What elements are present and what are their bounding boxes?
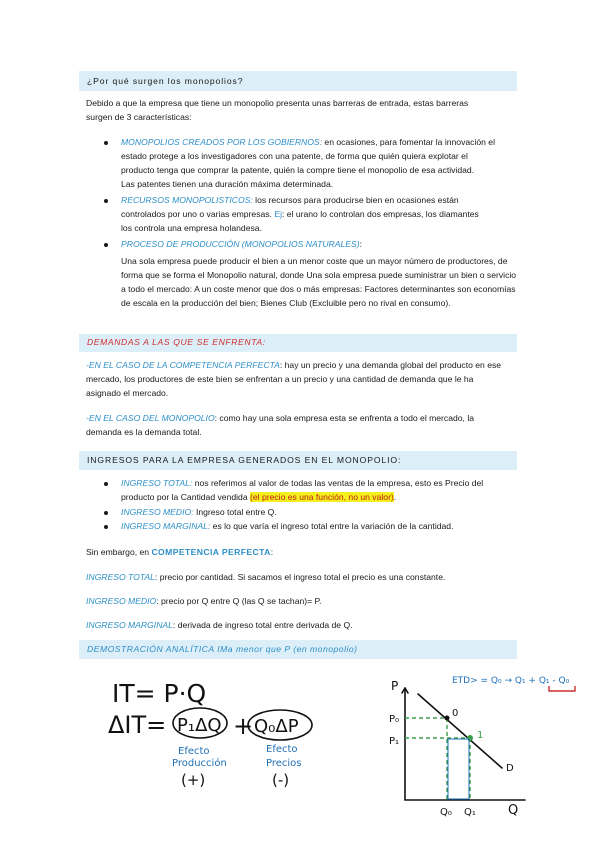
point-0-marker: [445, 716, 450, 721]
bullet-text: producto por la Cantidad vendida: [121, 492, 250, 502]
bullet-text: :: [359, 239, 362, 249]
paragraph-label: INGRESO TOTAL: [86, 572, 155, 582]
equation-delta-prefix: ΔIT=: [108, 711, 167, 739]
graph-formula: ETD> = Q₀ → Q₁ + Q₁ - Q₀: [452, 676, 570, 686]
demand-label: D: [506, 763, 514, 774]
bullet-text: los recursos para producirse bien en ocasiones están: [252, 195, 459, 205]
q1-label: Q₁: [464, 807, 476, 818]
effect2-label: Precios: [266, 758, 302, 769]
equation-plus: +: [233, 712, 254, 740]
example-label: Ej: [274, 209, 282, 219]
bullet-text: Ingreso total entre Q.: [193, 507, 277, 517]
bullet-text: .: [393, 492, 397, 502]
bullet-line: a todo el mercado: A un coste menor que dos o más empresas: Factores determinantes son economías: [121, 284, 516, 294]
axis-q-label: Q: [508, 803, 519, 818]
paragraph-line: demanda es la demanda total.: [86, 427, 202, 437]
bullet-title: PROCESO DE PRODUCCIÓN (MONOPOLIOS NATURALES): [121, 239, 360, 249]
equation-term2: Q₀ΔP: [254, 716, 299, 737]
equation-term1: P₁ΔQ: [177, 715, 222, 736]
paragraph-text: : como hay una sola empresa esta se enfrenta a todo el mercado, la: [214, 413, 475, 423]
bullet-line: de escala en la producción del bien; Bienes Club (Excluible pero no rival en consumo).: [121, 298, 451, 308]
effect2-sign: (-): [272, 771, 290, 789]
paragraph-text: Sin embargo, en: [86, 547, 152, 557]
axis-p-label: P: [391, 679, 399, 693]
bullet-title: MONOPOLIOS CREADOS POR LOS GOBIERNOS:: [121, 137, 323, 147]
bullet-title: INGRESO TOTAL:: [121, 478, 193, 488]
paragraph-text: : precio por Q entre Q (las Q se tachan)= P.: [156, 596, 322, 606]
section-heading: DEMANDAS A LAS QUE SE ENFRENTA:: [87, 337, 266, 347]
point-1-marker: [467, 735, 473, 741]
point-1-label: 1: [477, 730, 484, 741]
bullet-text: nos referimos al valor de todas las ventas de la empresa, esto es Precio del: [192, 478, 484, 488]
bullet-line: Las patentes tienen una duración máxima determinada.: [121, 179, 334, 189]
paragraph-label: -EN EL CASO DE LA COMPETENCIA PERFECTA: [86, 360, 280, 370]
paragraph-label: INGRESO MEDIO: [86, 596, 157, 606]
p0-label: P₀: [389, 714, 400, 725]
section-heading: INGRESOS PARA LA EMPRESA GENERADOS EN EL MONOPOLIO:: [87, 455, 402, 465]
bullet-line: estado protege a los investigadores con una patente, de forma que quién quiera explotar el: [121, 151, 468, 161]
bullet-title: INGRESO MEDIO:: [121, 507, 194, 517]
paragraph-line: Debido a que la empresa que tiene un monopolio presenta unas barreras de entrada, estas barreras: [86, 98, 469, 108]
gain-area: [448, 739, 469, 799]
bullet-text: en ocasiones, para fomentar la innovación el: [322, 137, 495, 147]
bullet-title: INGRESO MARGINAL:: [121, 521, 211, 531]
effect1-sign: (+): [181, 771, 206, 789]
point-0-label: 0: [452, 708, 459, 719]
formula-underline: [549, 686, 575, 691]
bullet-title: RECURSOS MONOPOLISTICOS:: [121, 195, 253, 205]
section-heading: DEMOSTRACIÓN ANALÍTICA IMa menor que P (en monopolio): [87, 644, 358, 654]
bullet-line: los controla una empresa holandesa.: [121, 223, 262, 233]
paragraph-line: surgen de 3 características:: [86, 112, 192, 122]
bullet-line: forma que se forma el Monopolio natural, donde Una sola empresa puede suministrar un bien o servicio: [121, 270, 517, 280]
paragraph-line: mercado, los productores de este bien se enfrentan a un precio y una cantidad de demanda que le ha: [86, 374, 474, 384]
effect2-label: Efecto: [266, 744, 298, 755]
bullet-line: Una sola empresa puede producir el bien a un menor coste que un mayor número de productores, de: [121, 256, 508, 266]
bullet-line: producto tenga que comprar la patente, quién la compre tiene el monopolio de esa actividad.: [121, 165, 475, 175]
demand-curve: [418, 694, 502, 768]
paragraph-label: INGRESO MARGINAL: [86, 620, 173, 630]
paragraph-line: asignado el mercado.: [86, 388, 169, 398]
bullet-text: : el urano lo controlan dos empresas, los diamantes: [282, 209, 479, 219]
paragraph-text: : precio por cantidad. Si sacamos el ingreso total el precio es una constante.: [154, 572, 446, 582]
paragraph-text: : hay un precio y una demanda global del producto en ese: [279, 360, 502, 370]
q0-label: Q₀: [440, 807, 452, 818]
paragraph-label: COMPETENCIA PERFECTA: [151, 547, 271, 557]
paragraph-text: :: [270, 547, 274, 557]
highlighted-note: (el precio es una función, no un valor): [250, 492, 394, 502]
effect1-label: Producción: [172, 758, 227, 769]
p1-label: P₁: [389, 736, 400, 747]
equation-it: IT= P·Q: [112, 679, 207, 708]
paragraph-text: : derivada de ingreso total entre derivada de Q.: [172, 620, 353, 630]
graph-axes: [405, 688, 525, 800]
effect1-label: Efecto: [178, 746, 210, 757]
section-heading: ¿Por qué surgen los monopolios?: [87, 76, 244, 86]
paragraph-label: -EN EL CASO DEL MONOPOLIO: [86, 413, 215, 423]
bullet-text: controlados por uno o varias empresas.: [121, 209, 275, 219]
bullet-text: es lo que varía el ingreso total entre la variación de la cantidad.: [210, 521, 454, 531]
